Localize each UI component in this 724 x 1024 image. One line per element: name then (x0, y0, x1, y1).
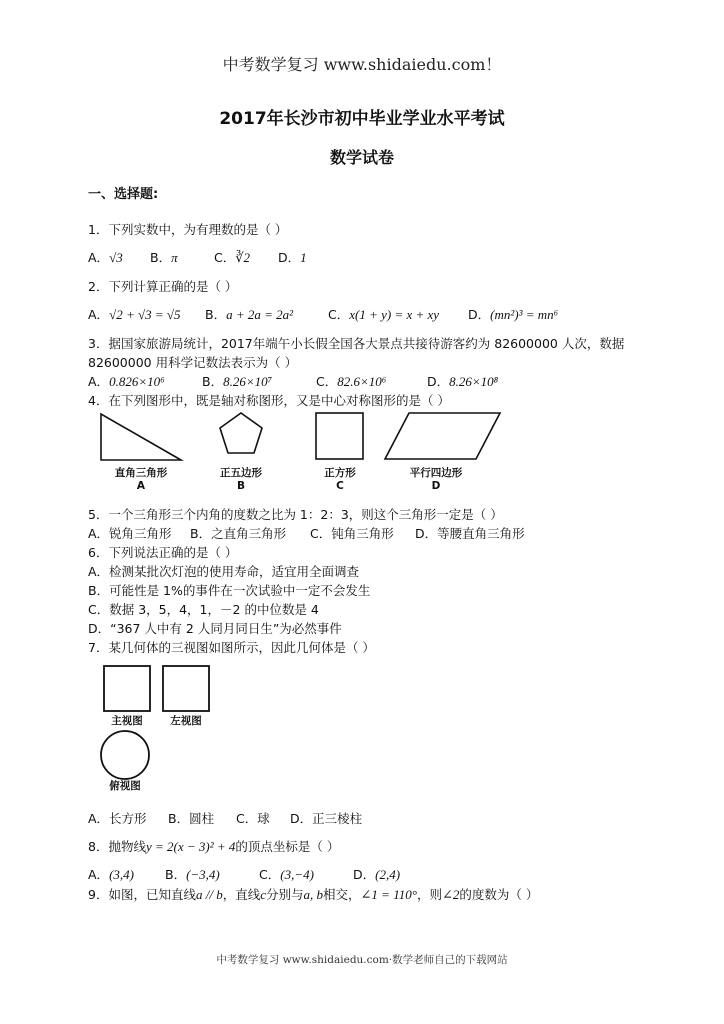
q8-stem-prefix: 8．抛物线 (88, 839, 146, 854)
q3-option-a-label: A． (88, 374, 110, 389)
exam-subtitle: 数学试卷 (329, 148, 394, 167)
q2-option-c-math: x(1 + y) = x + xy (349, 307, 440, 322)
figure-d-letter: D (431, 480, 441, 492)
q1-stem: 1．下列实数中，为有理数的是（ ） (88, 222, 288, 237)
q8-option-d-label: D． (353, 867, 376, 882)
q7-stem: 7．某几何体的三视图如图所示，因此几何体是（ ） (88, 640, 375, 655)
q1-option-b-label: B． (150, 250, 172, 265)
front-view-label: 主视图 (111, 715, 143, 727)
section-heading: 一、选择题: (88, 187, 159, 202)
figure-a-letter: A (136, 480, 146, 492)
q9-text-1: 9．如图，已知直线 (88, 887, 196, 902)
q1-option-a-math: √3 (109, 250, 123, 265)
q8-option-d-math: (2,4) (375, 867, 401, 882)
q8-option-c-math: (3,−4) (280, 867, 314, 882)
q8-option-b-label: B． (165, 867, 187, 882)
q9-math-3: a, b (303, 887, 324, 902)
q1-option-d-label: D． (278, 250, 301, 265)
q9-text-6: 的度数为（ ） (459, 887, 539, 902)
q2-option-d-math: (mn²)³ = mn⁶ (490, 307, 559, 322)
q3-option-a-math: 0.826×10⁶ (109, 374, 165, 389)
q1-option-d-math: 1 (300, 250, 307, 265)
side-view-label: 左视图 (170, 715, 202, 727)
q6-stem: 6．下列说法正确的是（ ） (88, 545, 238, 560)
q5-option-c: C．钝角三角形 (310, 526, 394, 541)
q9-math-5: ∠2 (441, 887, 460, 902)
front-view-square (104, 666, 150, 711)
q9-math-4: ∠1 = 110° (360, 887, 417, 902)
q2-option-a-math: √2 + √3 = √5 (109, 307, 181, 322)
side-view-square (163, 666, 209, 711)
q2-stem: 2．下列计算正确的是（ ） (88, 279, 238, 294)
q2-option-b-math: a + 2a = 2a² (226, 307, 294, 322)
figure-b-letter: B (236, 480, 245, 492)
q2-option-d-label: D． (468, 307, 491, 322)
exam-title: 2017年长沙市初中毕业学业水平考试 (219, 109, 505, 129)
figure-d-name: 平行四边形 (409, 467, 463, 479)
q6-option-a: A．检测某批次灯泡的使用寿命，适宜用全面调查 (88, 564, 360, 579)
q7-option-c: C．球 (236, 811, 270, 826)
q7-option-b: B．圆柱 (168, 811, 215, 826)
top-view-label: 俯视图 (109, 780, 141, 792)
q3-option-d-math: 8.26×10⁸ (449, 374, 499, 389)
top-view-circle (101, 731, 149, 779)
q8-stem-math: y = 2(x − 3)² + 4 (145, 839, 236, 854)
q1-option-a-label: A． (88, 250, 110, 265)
figure-c-name: 正方形 (324, 467, 356, 479)
q9-text-4: 相交， (323, 887, 361, 902)
q8-stem (88, 837, 339, 855)
q5-stem: 5．一个三角形三个内角的度数之比为 1：2：3，则这个三角形一定是（ ） (88, 507, 503, 522)
q9-text-2: ，直线 (222, 887, 261, 902)
q7-option-a: A．长方形 (88, 811, 147, 826)
q5-option-d: D．等腰直角三角形 (415, 526, 525, 541)
q5-option-a: A．锐角三角形 (88, 526, 172, 541)
q6-option-b: B．可能性是 1%的事件在一次试验中一定不会发生 (88, 583, 371, 598)
q1-option-c-math: ∛2 (235, 250, 251, 265)
q3-option-b-math: 8.26×10⁷ (223, 374, 273, 389)
q6-option-d: D．“367 人中有 2 人同月同日生”为必然事件 (88, 621, 342, 636)
q3-option-d-label: D． (427, 374, 450, 389)
q9-text-3: 分别与 (266, 887, 304, 902)
q9-math-1: a // b (195, 887, 223, 902)
q4-stem: 4．在下列图形中，既是轴对称图形，又是中心对称图形的是（ ） (88, 393, 450, 408)
figure-c-letter: C (336, 480, 344, 492)
q8-option-a-math: (3,4) (109, 867, 134, 882)
q3-stem-line1: 3．据国家旅游局统计，2017年端午小长假全国各大景点共接待游客约为 82600000 人次，数据 (88, 336, 625, 351)
q9-text-5: ，则 (416, 887, 442, 902)
figure-a-name: 直角三角形 (114, 467, 168, 479)
q3-option-c-math: 82.6×10⁶ (337, 374, 387, 389)
page-footer: 中考数学复习 www.shidaiedu.com·数学老师自己的下载网站 (216, 954, 508, 966)
q9-math-2: c (260, 887, 266, 902)
q2-option-a-label: A． (88, 307, 110, 322)
q8-stem-suffix: 的顶点坐标是（ ） (235, 839, 340, 854)
q3-option-b-label: B． (202, 374, 224, 389)
q6-option-c: C．数据 3，5，4，1，－2 的中位数是 4 (88, 602, 319, 617)
q7-option-d: D．正三棱柱 (290, 811, 363, 826)
q9-stem (88, 885, 538, 903)
q8-option-c-label: C． (259, 867, 281, 882)
q2-option-c-label: C． (328, 307, 350, 322)
q2-option-b-label: B． (205, 307, 227, 322)
q8-option-b-math: (−3,4) (186, 867, 220, 882)
q1-option-c-label: C． (214, 250, 236, 265)
q5-option-b: B．之直角三角形 (190, 526, 287, 541)
q3-stem-line2: 82600000 用科学记数法表示为（ ） (88, 355, 298, 370)
q8-option-a-label: A． (88, 867, 110, 882)
page-header: 中考数学复习 www.shidaiedu.com！ (222, 55, 502, 74)
q3-option-c-label: C． (316, 374, 338, 389)
figure-b-name: 正五边形 (220, 467, 262, 479)
q1-option-b-math: π (171, 250, 178, 265)
